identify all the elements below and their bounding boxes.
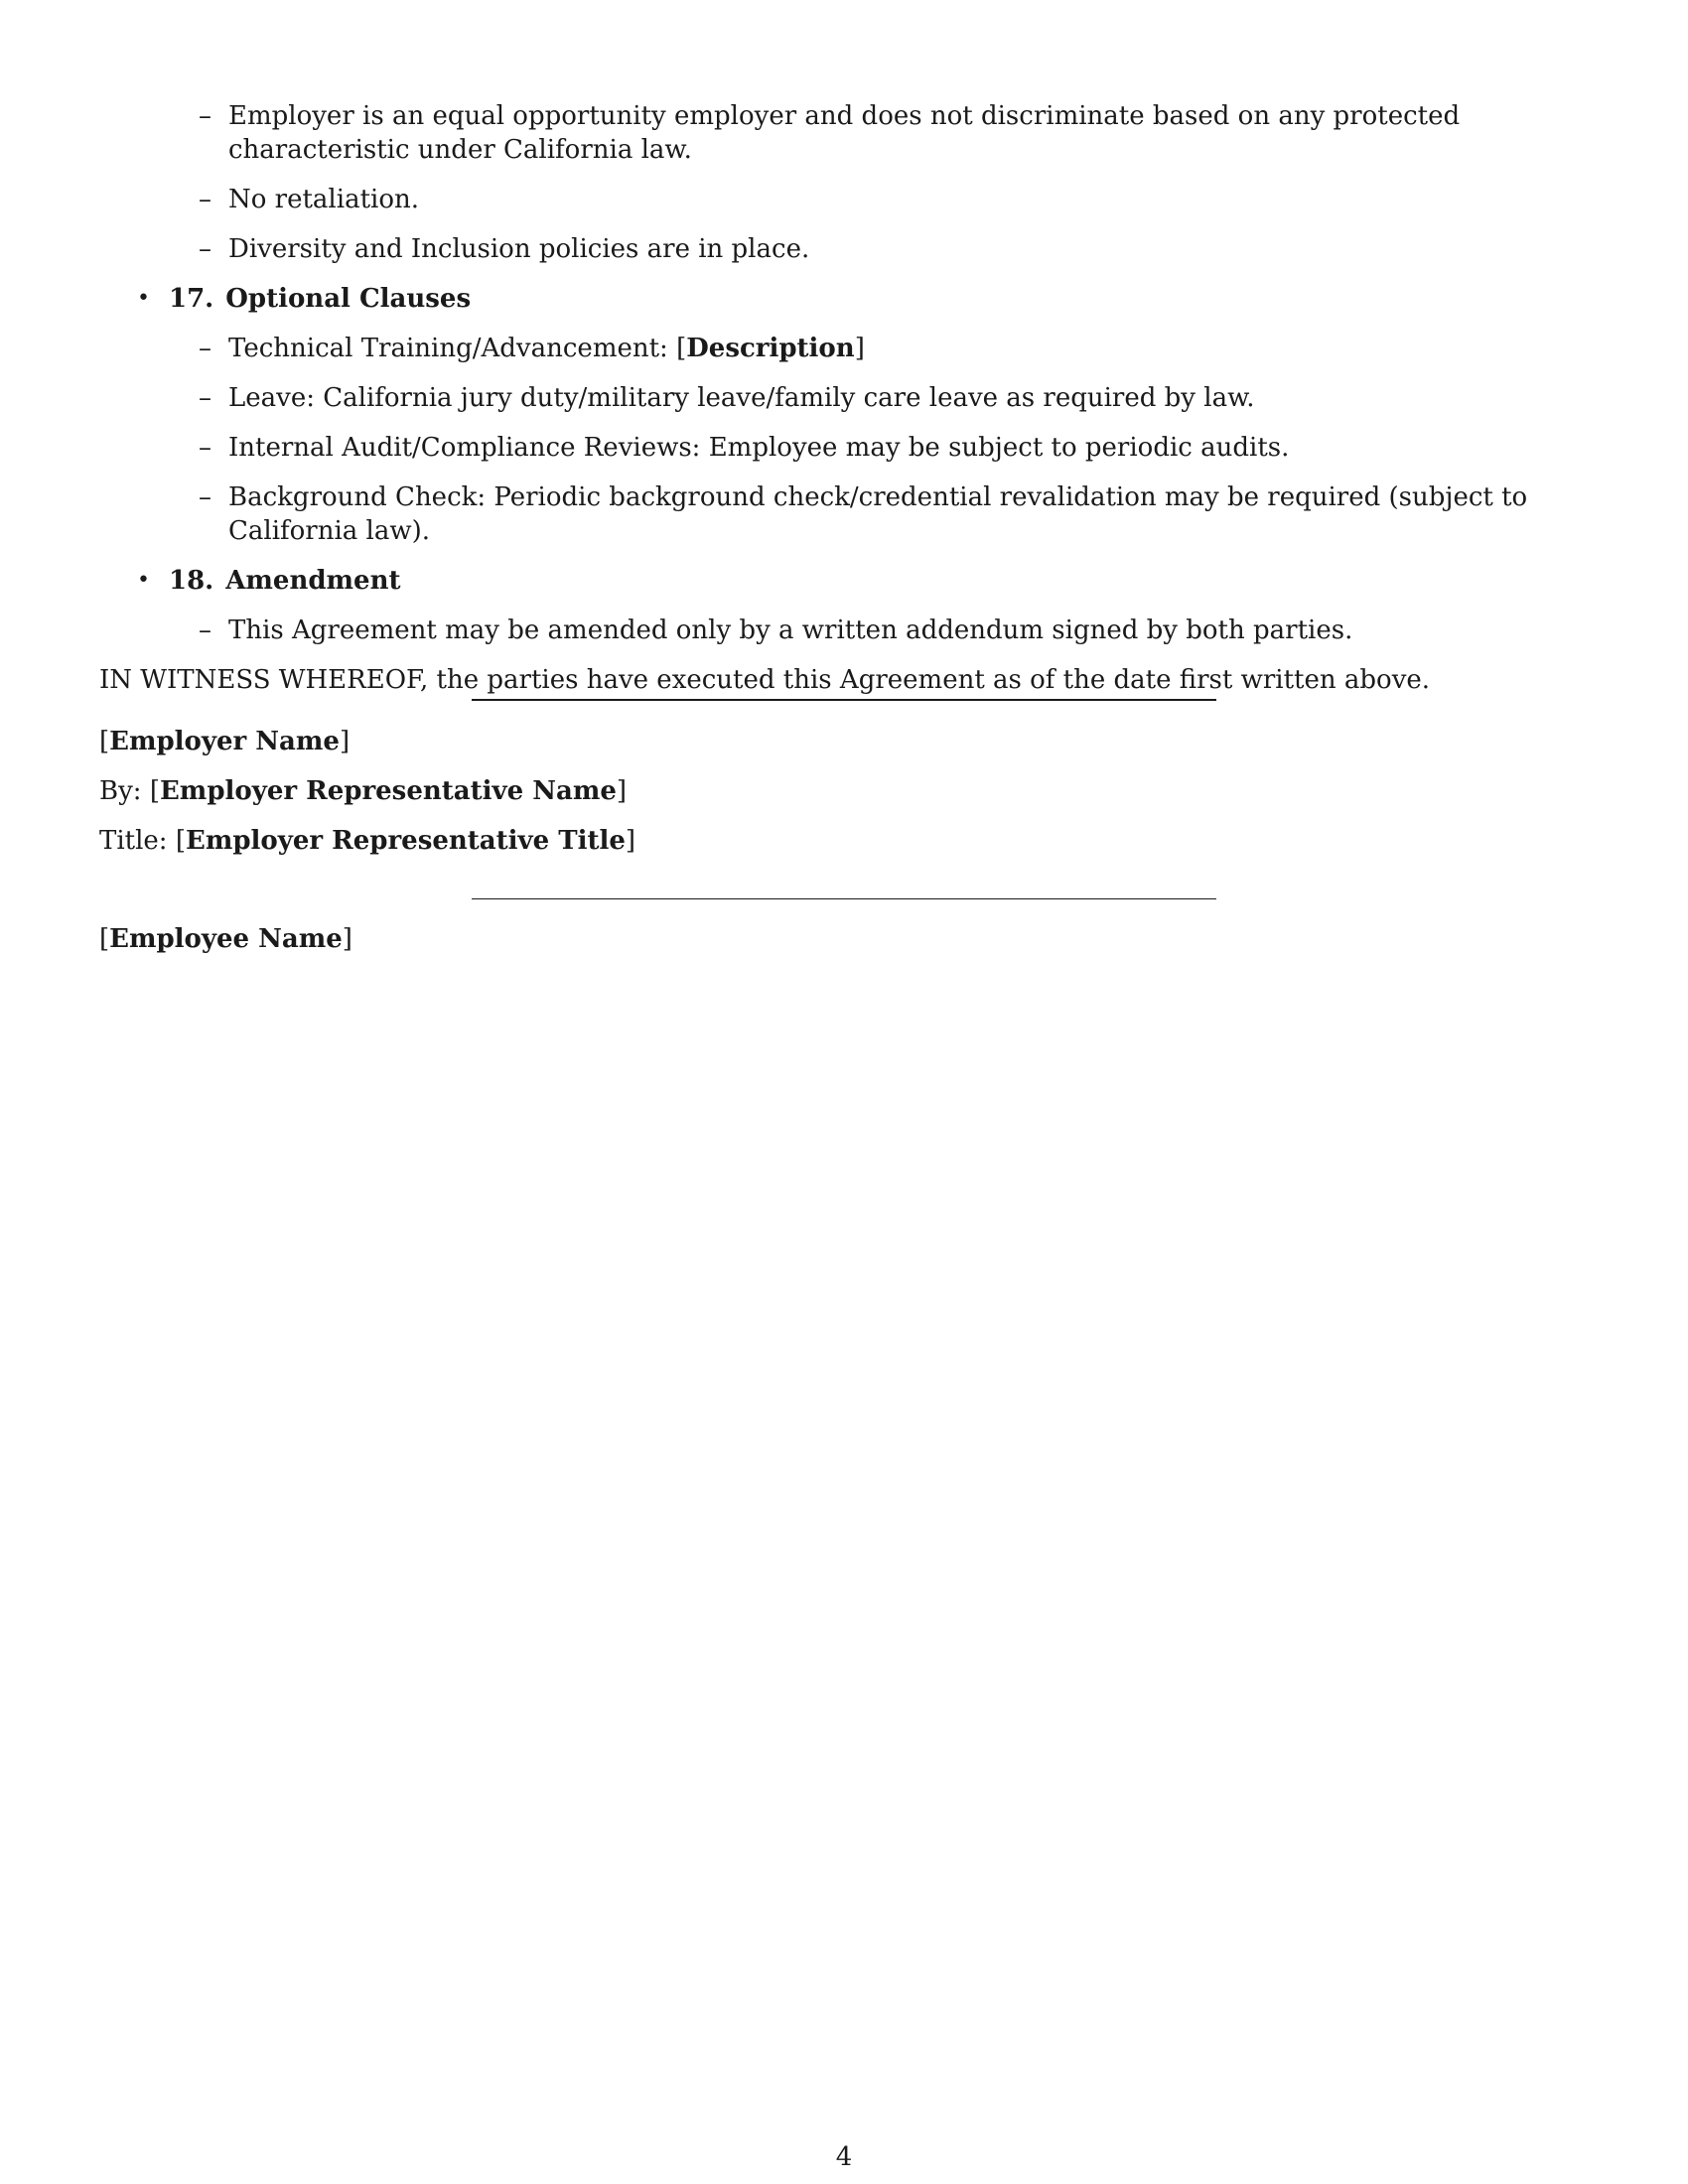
representative-title-placeholder: Employer Representative Title [186,826,626,856]
section-list [99,282,1609,647]
by-label: By: [99,776,150,806]
section-sub-list [169,332,1609,548]
employer-name-placeholder: Employer Name [109,727,340,756]
bullet-icon: • [137,286,150,311]
list-item [199,614,1609,647]
section-sub-list [169,614,1609,647]
representative-name-placeholder: Employer Representative Name [159,776,617,806]
dash-bullet: – [199,383,211,413]
dash-bullet: – [199,482,211,512]
section-heading [169,282,1609,316]
section-title: Amendment [225,566,401,596]
employer-signature-line [472,699,1216,701]
section-heading [169,564,1609,598]
list-item: – Technical Training/Advancement: [Description] [199,334,865,363]
list-item-text: Background Check: Periodic background check/credential revalidation may be required (subject to California law). [228,482,1528,546]
section-number: 18. [169,566,214,596]
list-item [199,480,1609,548]
section-amendment [99,564,1609,647]
list-item-text: Diversity and Inclusion policies are in place. [228,234,810,264]
bullet-icon: • [137,568,150,593]
title-label: Title: [99,826,176,856]
section-number: 17. [169,284,214,314]
description-placeholder: Description [686,334,855,363]
list-item-text: No retaliation. [228,185,419,214]
list-item [199,99,1609,167]
list-item-text: Technical Training/Advancement: [228,334,677,363]
dash-bullet: – [199,101,211,131]
employee-name-placeholder: Employee Name [109,924,343,954]
list-item-text: Employer is an equal opportunity employer and does not discriminate based on any protected characteristic under California law. [228,101,1461,165]
continued-sub-list [99,99,1609,266]
dash-bullet: – [199,615,211,645]
list-item-text: Leave: California jury duty/military leave/family care leave as required by law. [228,383,1255,413]
dash-bullet: – [199,234,211,264]
list-item-text: This Agreement may be amended only by a written addendum signed by both parties. [228,615,1353,645]
document-body [99,99,1609,697]
dash-bullet: – [199,185,211,214]
employer-title-line: Title: [Employer Representative Title] [99,826,636,856]
list-item [199,431,1609,465]
employee-name-line: [Employee Name] [99,924,352,954]
witness-statement: IN WITNESS WHEREOF, the parties have executed this Agreement as of the date first written above. [99,665,1431,695]
list-item [199,183,1609,216]
list-item-text: Internal Audit/Compliance Reviews: Employee may be subject to periodic audits. [228,433,1290,463]
list-item [199,232,1609,266]
employer-name-line: [Employer Name] [99,727,351,756]
employee-signature-line [472,898,1216,899]
dash-bullet: – [199,334,211,363]
list-item [199,381,1609,415]
page-number: 4 [835,2142,853,2172]
section-title: Optional Clauses [225,284,472,314]
section-optional-clauses [99,282,1609,548]
employer-by-line: By: [Employer Representative Name] [99,776,628,806]
dash-bullet: – [199,433,211,463]
